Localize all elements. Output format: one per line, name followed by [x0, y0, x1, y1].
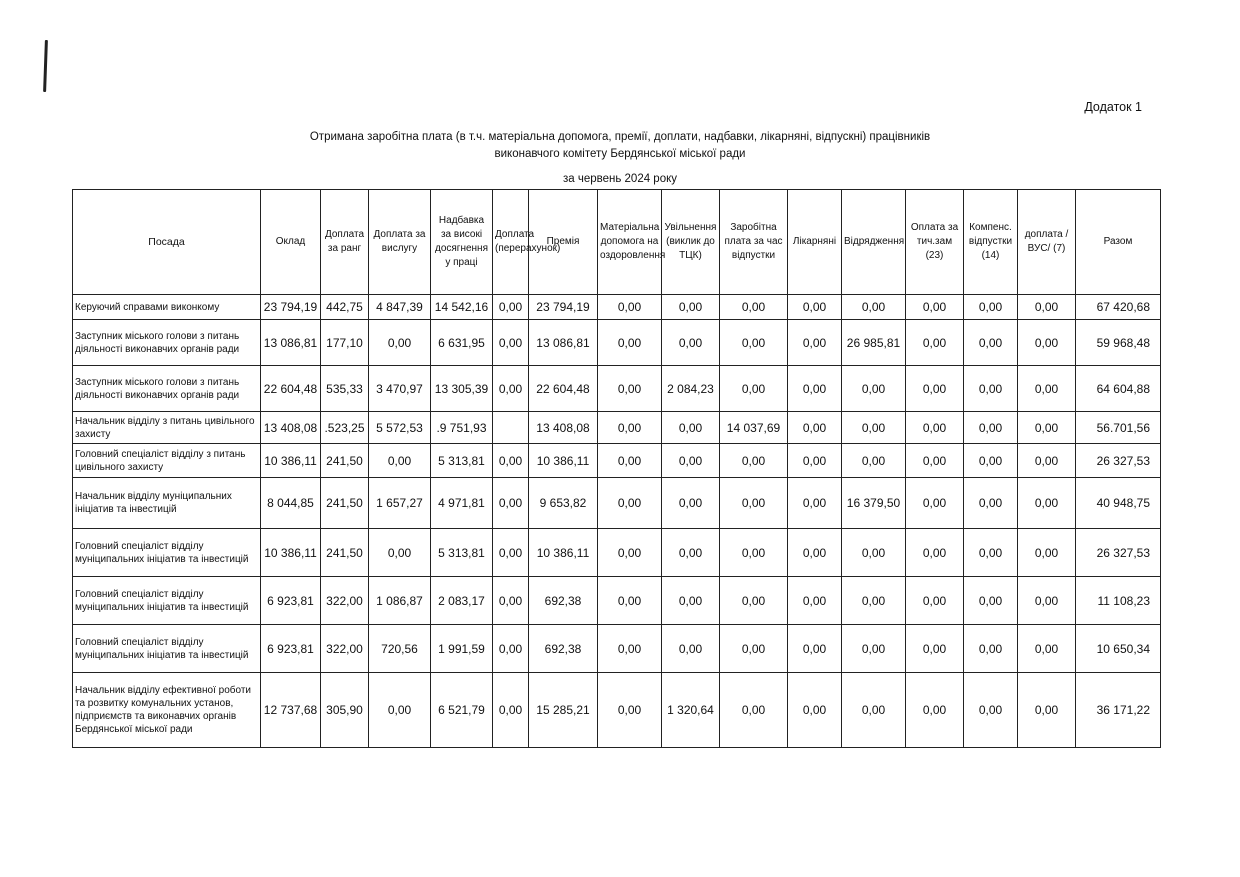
amount-cell: 10 386,11 [529, 444, 598, 478]
amount-cell: 2 083,17 [431, 577, 493, 625]
amount-cell: 692,38 [529, 625, 598, 673]
amount-cell: 0,00 [788, 478, 842, 529]
amount-cell: 5 313,81 [431, 529, 493, 577]
salary-table-body [73, 295, 1161, 748]
amount-cell: 14 037,69 [720, 412, 788, 444]
col-header-recalculation: Доплата (перерахунок) [493, 190, 529, 295]
amount-cell: 0,00 [1018, 478, 1076, 529]
amount-cell: 177,10 [321, 320, 369, 366]
table-row [73, 673, 1161, 748]
amount-cell: 0,00 [964, 412, 1018, 444]
salary-table [72, 189, 1161, 748]
amount-cell: 0,00 [788, 444, 842, 478]
position-cell: Головний спеціаліст відділу муніципальних ініціатив та інвестицій [73, 577, 261, 625]
document-title-line-2: виконавчого комітету Бердянської міської ради [494, 148, 746, 160]
amount-cell: 0,00 [662, 529, 720, 577]
amount-cell: 305,90 [321, 673, 369, 748]
amount-cell: 8 044,85 [261, 478, 321, 529]
amount-cell: 322,00 [321, 577, 369, 625]
amount-cell: 6 923,81 [261, 577, 321, 625]
amount-cell: 1 657,27 [369, 478, 431, 529]
amount-cell: 0,00 [964, 295, 1018, 320]
amount-cell: 0,00 [720, 295, 788, 320]
amount-cell: 0,00 [720, 444, 788, 478]
amount-cell: 1 991,59 [431, 625, 493, 673]
amount-cell: 0,00 [906, 577, 964, 625]
position-cell: Заступник міського голови з питань діяльності виконавчих органів ради [73, 320, 261, 366]
amount-cell: 0,00 [598, 295, 662, 320]
amount-cell: 0,00 [1018, 673, 1076, 748]
amount-cell: 442,75 [321, 295, 369, 320]
amount-cell: 0,00 [842, 673, 906, 748]
table-row [73, 577, 1161, 625]
col-header-seniority-bonus: Доплата за вислугу [369, 190, 431, 295]
amount-cell: 5 572,53 [369, 412, 431, 444]
amount-cell: 0,00 [906, 412, 964, 444]
amount-cell: 241,50 [321, 529, 369, 577]
col-header-material-aid: Матеріальна допомога на оздоровлення [598, 190, 662, 295]
amount-cell: 14 542,16 [431, 295, 493, 320]
amount-cell: 0,00 [906, 366, 964, 412]
amount-cell: 22 604,48 [261, 366, 321, 412]
amount-cell: 0,00 [369, 320, 431, 366]
amount-cell: 241,50 [321, 478, 369, 529]
amount-cell: 0,00 [964, 444, 1018, 478]
total-cell: 11 108,23 [1076, 577, 1161, 625]
amount-cell: .523,25 [321, 412, 369, 444]
table-row [73, 444, 1161, 478]
amount-cell: 0,00 [493, 320, 529, 366]
amount-cell: 0,00 [493, 295, 529, 320]
amount-cell: 0,00 [662, 478, 720, 529]
amount-cell: 2 084,23 [662, 366, 720, 412]
amount-cell: 0,00 [598, 577, 662, 625]
amount-cell: 0,00 [788, 412, 842, 444]
position-cell: Начальник відділу муніципальних ініціатив та інвестицій [73, 478, 261, 529]
col-header-achievement-bonus: Надбавка за високі досягнення у праці [431, 190, 493, 295]
amount-cell: 0,00 [493, 577, 529, 625]
amount-cell: 0,00 [842, 444, 906, 478]
amount-cell: 0,00 [1018, 577, 1076, 625]
amount-cell: 0,00 [1018, 320, 1076, 366]
position-cell: Головний спеціаліст відділу муніципальних ініціатив та інвестицій [73, 625, 261, 673]
table-row [73, 412, 1161, 444]
position-cell: Керуючий справами виконкому [73, 295, 261, 320]
amount-cell: 4 847,39 [369, 295, 431, 320]
amount-cell: 0,00 [906, 320, 964, 366]
amount-cell: 10 386,11 [529, 529, 598, 577]
amount-cell: 13 408,08 [529, 412, 598, 444]
amount-cell: 9 653,82 [529, 478, 598, 529]
col-header-leave-tck: Увільнення (виклик до ТЦК) [662, 190, 720, 295]
amount-cell: 4 971,81 [431, 478, 493, 529]
total-cell: 40 948,75 [1076, 478, 1161, 529]
amount-cell: 0,00 [662, 320, 720, 366]
amount-cell: 0,00 [369, 673, 431, 748]
amount-cell: 0,00 [598, 673, 662, 748]
amount-cell: 0,00 [964, 478, 1018, 529]
amount-cell: 6 521,79 [431, 673, 493, 748]
amount-cell: 0,00 [598, 320, 662, 366]
amount-cell: 0,00 [598, 412, 662, 444]
col-header-premium: Премія [529, 190, 598, 295]
amount-cell: 0,00 [1018, 529, 1076, 577]
amount-cell: 0,00 [906, 295, 964, 320]
position-cell: Начальник відділу ефективної роботи та розвитку комунальних установ, підприємств та виконавчих органів Бердянської міської ради [73, 673, 261, 748]
total-cell: 10 650,34 [1076, 625, 1161, 673]
amount-cell: 26 985,81 [842, 320, 906, 366]
amount-cell: 0,00 [720, 529, 788, 577]
amount-cell: 0,00 [788, 673, 842, 748]
amount-cell: 0,00 [842, 577, 906, 625]
col-header-position: Посада [73, 190, 261, 295]
amount-cell: 720,56 [369, 625, 431, 673]
amount-cell: 0,00 [720, 673, 788, 748]
amount-cell: 0,00 [369, 529, 431, 577]
amount-cell: 0,00 [842, 529, 906, 577]
amount-cell: 10 386,11 [261, 444, 321, 478]
amount-cell: 0,00 [1018, 295, 1076, 320]
amount-cell: 0,00 [720, 366, 788, 412]
amount-cell: 0,00 [720, 320, 788, 366]
col-header-business-trip: Відрядження [842, 190, 906, 295]
document-title-line-1: Отримана заробітна плата (в т.ч. матеріальна допомога, премії, доплати, надбавки, лікарняні, відпускні) працівників [309, 131, 931, 143]
amount-cell: 0,00 [788, 320, 842, 366]
table-row [73, 529, 1161, 577]
amount-cell: 0,00 [598, 529, 662, 577]
amount-cell: 0,00 [788, 295, 842, 320]
amount-cell: 0,00 [1018, 412, 1076, 444]
amount-cell: 16 379,50 [842, 478, 906, 529]
period-label: за червень 2024 року [562, 173, 678, 185]
amount-cell: 0,00 [662, 444, 720, 478]
total-cell: 26 327,53 [1076, 529, 1161, 577]
col-header-total: Разом [1076, 190, 1161, 295]
amount-cell: 0,00 [493, 529, 529, 577]
col-header-sick-pay: Лікарняні [788, 190, 842, 295]
amount-cell: 0,00 [662, 625, 720, 673]
amount-cell: 0,00 [1018, 444, 1076, 478]
amount-cell: 0,00 [493, 366, 529, 412]
margin-mark [43, 40, 48, 92]
amount-cell: 0,00 [493, 625, 529, 673]
amount-cell: 23 794,19 [529, 295, 598, 320]
amount-cell: 6 631,95 [431, 320, 493, 366]
amount-cell: 0,00 [906, 673, 964, 748]
amount-cell: 0,00 [788, 366, 842, 412]
table-row [73, 320, 1161, 366]
amount-cell: 0,00 [598, 625, 662, 673]
total-cell: 36 171,22 [1076, 673, 1161, 748]
amount-cell: 0,00 [964, 577, 1018, 625]
amount-cell: 0,00 [598, 444, 662, 478]
amount-cell: 241,50 [321, 444, 369, 478]
amount-cell: 0,00 [1018, 625, 1076, 673]
amount-cell: 6 923,81 [261, 625, 321, 673]
amount-cell: 0,00 [964, 529, 1018, 577]
amount-cell: 10 386,11 [261, 529, 321, 577]
header-row [73, 190, 1161, 295]
amount-cell: 0,00 [369, 444, 431, 478]
amount-cell: 0,00 [788, 577, 842, 625]
col-header-salary: Оклад [261, 190, 321, 295]
amount-cell: 0,00 [842, 295, 906, 320]
amount-cell: 1 320,64 [662, 673, 720, 748]
amount-cell: 0,00 [662, 295, 720, 320]
amount-cell: 5 313,81 [431, 444, 493, 478]
amount-cell: 13 086,81 [529, 320, 598, 366]
amount-cell: 0,00 [493, 673, 529, 748]
amount-cell: 0,00 [842, 366, 906, 412]
amount-cell: 0,00 [842, 412, 906, 444]
amount-cell: 0,00 [720, 577, 788, 625]
amount-cell: 0,00 [662, 412, 720, 444]
amount-cell: 0,00 [906, 625, 964, 673]
amount-cell: 3 470,97 [369, 366, 431, 412]
table-row [73, 625, 1161, 673]
amount-cell: 12 737,68 [261, 673, 321, 748]
amount-cell: 0,00 [842, 625, 906, 673]
position-cell: Заступник міського голови з питань діяльності виконавчих органів ради [73, 366, 261, 412]
amount-cell: 692,38 [529, 577, 598, 625]
amount-cell: 0,00 [906, 529, 964, 577]
col-header-vacation-compensation: Компенс. відпустки (14) [964, 190, 1018, 295]
amount-cell: 0,00 [906, 444, 964, 478]
amount-cell: 535,33 [321, 366, 369, 412]
amount-cell: 0,00 [598, 366, 662, 412]
amount-cell: 22 604,48 [529, 366, 598, 412]
col-header-rank-bonus: Доплата за ранг [321, 190, 369, 295]
annex-label: Додаток 1 [1084, 100, 1142, 114]
position-cell: Головний спеціаліст відділу з питань цивільного захисту [73, 444, 261, 478]
total-cell: 59 968,48 [1076, 320, 1161, 366]
position-cell: Начальник відділу з питань цивільного захисту [73, 412, 261, 444]
amount-cell: .9 751,93 [431, 412, 493, 444]
amount-cell: 13 086,81 [261, 320, 321, 366]
amount-cell: 13 408,08 [261, 412, 321, 444]
total-cell: 26 327,53 [1076, 444, 1161, 478]
amount-cell: 0,00 [906, 478, 964, 529]
col-header-vus-bonus: доплата /ВУС/ (7) [1018, 190, 1076, 295]
amount-cell: 0,00 [788, 625, 842, 673]
amount-cell: 0,00 [493, 478, 529, 529]
amount-cell: 0,00 [1018, 366, 1076, 412]
amount-cell: 0,00 [720, 478, 788, 529]
amount-cell: 23 794,19 [261, 295, 321, 320]
amount-cell: 0,00 [493, 444, 529, 478]
amount-cell: 0,00 [662, 577, 720, 625]
amount-cell: 0,00 [964, 320, 1018, 366]
amount-cell: 0,00 [964, 673, 1018, 748]
col-header-vacation-pay: Заробітна плата за час відпустки [720, 190, 788, 295]
table-row [73, 295, 1161, 320]
total-cell: 56.701,56 [1076, 412, 1161, 444]
table-row [73, 478, 1161, 529]
table-row [73, 366, 1161, 412]
amount-cell: 0,00 [964, 625, 1018, 673]
amount-cell: 13 305,39 [431, 366, 493, 412]
amount-cell: 322,00 [321, 625, 369, 673]
total-cell: 64 604,88 [1076, 366, 1161, 412]
amount-cell: 0,00 [720, 625, 788, 673]
amount-cell: 0,00 [788, 529, 842, 577]
position-cell: Головний спеціаліст відділу муніципальних ініціатив та інвестицій [73, 529, 261, 577]
col-header-temp-replacement: Оплата за тич.зам (23) [906, 190, 964, 295]
amount-cell: 0,00 [964, 366, 1018, 412]
amount-cell [493, 412, 529, 444]
amount-cell: 15 285,21 [529, 673, 598, 748]
amount-cell: 1 086,87 [369, 577, 431, 625]
total-cell: 67 420,68 [1076, 295, 1161, 320]
amount-cell: 0,00 [598, 478, 662, 529]
